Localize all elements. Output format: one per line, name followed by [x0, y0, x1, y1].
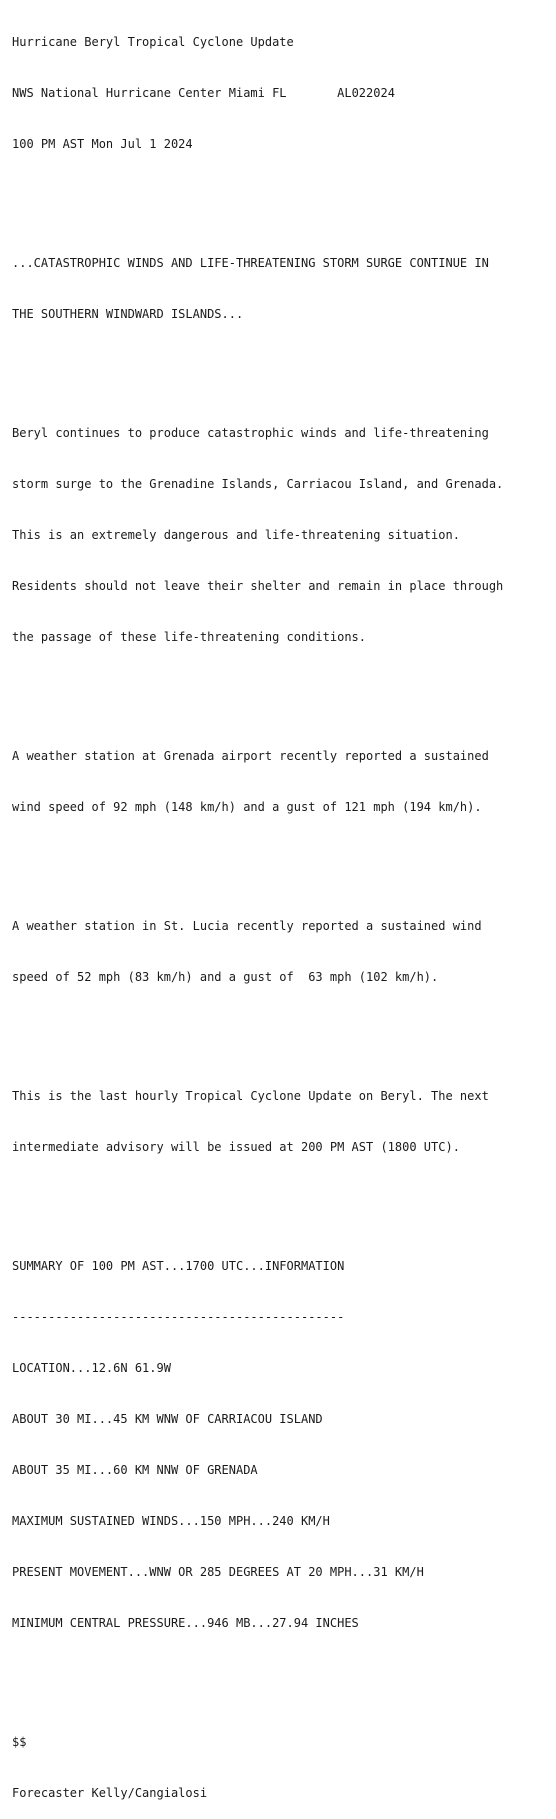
paragraph-line: This is the last hourly Tropical Cyclone Update on Beryl. The next: [12, 1089, 489, 1103]
summary-pressure: MINIMUM CENTRAL PRESSURE...946 MB...27.94 INCHES: [12, 1616, 359, 1630]
blank-line: [12, 357, 556, 374]
paragraph-line: wind speed of 92 mph (148 km/h) and a gust of 121 mph (194 km/h).: [12, 800, 482, 814]
paragraph-line: intermediate advisory will be issued at 200 PM AST (1800 UTC).: [12, 1140, 460, 1154]
summary-movement: PRESENT MOVEMENT...WNW OR 285 DEGREES AT 20 MPH...31 KM/H: [12, 1565, 424, 1579]
blank-line: [12, 850, 556, 867]
paragraph-line: Residents should not leave their shelter and remain in place through: [12, 579, 504, 593]
blank-line: [12, 187, 556, 204]
paragraph-line: A weather station in St. Lucia recently reported a sustained wind: [12, 919, 482, 933]
advisory-id: AL022024: [337, 86, 395, 100]
blank-line: [12, 680, 556, 697]
forecaster-signature: Forecaster Kelly/Cangialosi: [12, 1786, 208, 1800]
summary-distance-carriacou: ABOUT 30 MI...45 KM WNW OF CARRIACOU ISLAND: [12, 1412, 323, 1426]
headline-line: ...CATASTROPHIC WINDS AND LIFE-THREATENING STORM SURGE CONTINUE IN: [12, 256, 489, 270]
paragraph-line: the passage of these life-threatening conditions.: [12, 630, 367, 644]
headline-line: THE SOUTHERN WINDWARD ISLANDS...: [12, 307, 244, 321]
issue-time: 100 PM AST Mon Jul 1 2024: [12, 137, 193, 151]
advisory-title-line: [12, 34, 556, 51]
advisory-title: Hurricane Beryl Tropical Cyclone Update: [12, 35, 294, 49]
paragraph-line: This is an extremely dangerous and life-threatening situation.: [12, 528, 460, 542]
summary-title: SUMMARY OF 100 PM AST...1700 UTC...INFORMATION: [12, 1259, 345, 1273]
summary-rule: ----------------------------------------------: [12, 1310, 345, 1324]
summary-distance-grenada: ABOUT 35 MI...60 KM NNW OF GRENADA: [12, 1463, 258, 1477]
paragraph-line: Beryl continues to produce catastrophic winds and life-threatening: [12, 426, 489, 440]
advisory-office-line: [12, 85, 556, 102]
paragraph-line: A weather station at Grenada airport recently reported a sustained: [12, 749, 489, 763]
blank-line: [12, 1666, 556, 1683]
blank-line: [12, 1190, 556, 1207]
paragraph-line: speed of 52 mph (83 km/h) and a gust of 63 mph (102 km/h).: [12, 970, 439, 984]
summary-location: LOCATION...12.6N 61.9W: [12, 1361, 171, 1375]
summary-max-winds: MAXIMUM SUSTAINED WINDS...150 MPH...240 KM/H: [12, 1514, 330, 1528]
issuing-office: NWS National Hurricane Center Miami FL: [12, 86, 287, 100]
end-marker: $$: [12, 1735, 27, 1749]
blank-line: [12, 1020, 556, 1037]
paragraph-line: storm surge to the Grenadine Islands, Carriacou Island, and Grenada.: [12, 477, 504, 491]
